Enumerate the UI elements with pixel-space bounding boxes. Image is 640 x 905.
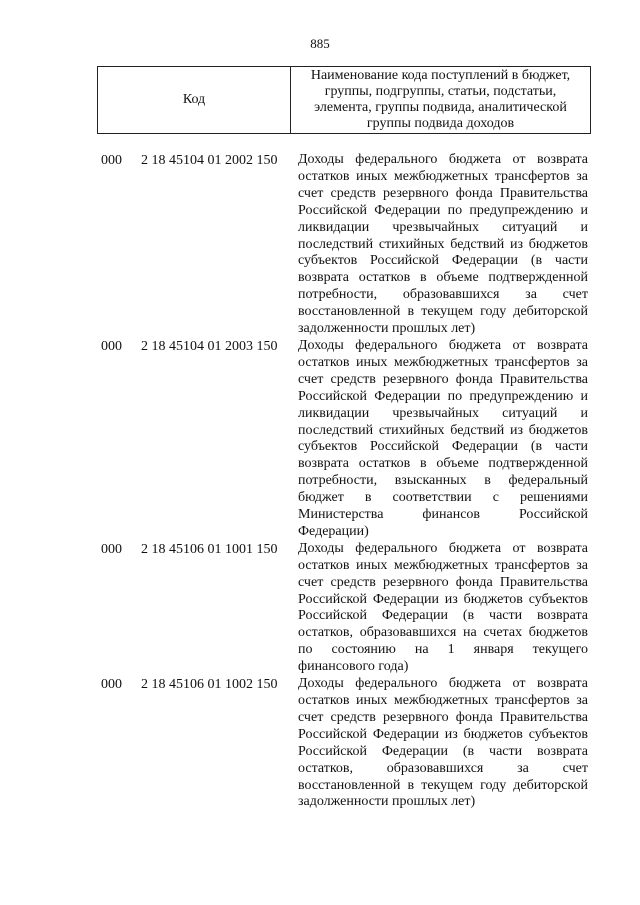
- revenue-description: Доходы федерального бюджета от возврата остатков иных межбюджетных трансфертов за счет средств резервного фонда Правительства Российской Федерации по предупреждению и ликвидации чрезвычайных ситуаций и последствий стихийных бедствий из бюджетов субъектов Российской Федерации (в части возврата остатков в объеме подтвержденной потребности, взысканных в федеральный бюджет в соответствии с решениями Министерства финансов Российской Федерации): [298, 337, 588, 539]
- name-column-header: Наименование кода поступлений в бюджет, группы, подгруппы, статьи, подстатьи, элемента, группы подвида, аналитической группы подвида доходов: [310, 68, 571, 131]
- admin-code: 000: [101, 677, 122, 693]
- revenue-code: 2 18 45106 01 1001 150: [141, 541, 278, 557]
- table-row: [0, 152, 640, 338]
- revenue-code: 2 18 45104 01 2002 150: [141, 153, 278, 168]
- revenue-description: Доходы федерального бюджета от возврата остатков иных межбюджетных трансфертов за счет средств резервного фонда Правительства Российской Федерации из бюджетов субъектов Российской Федерации (в части возврата остатков, образовавшихся за счет восстановленной в текущем году дебиторской задолженности прошлых лет): [298, 676, 588, 810]
- table-body: [0, 152, 640, 811]
- table-header: [97, 66, 591, 134]
- revenue-code: 2 18 45106 01 1002 150: [141, 677, 278, 693]
- admin-code: 000: [101, 153, 122, 168]
- revenue-description: Доходы федерального бюджета от возврата остатков иных межбюджетных трансфертов за счет средств резервного фонда Правительства Российской Федерации из бюджетов субъектов Российской Федерации (в части возврата остатков, образовавшихся на счетах бюджетов по состоянию на 1 января текущего финансового года): [298, 540, 588, 675]
- revenue-description: Доходы федерального бюджета от возврата остатков иных межбюджетных трансфертов за счет средств резервного фонда Правительства Российской Федерации по предупреждению и ликвидации чрезвычайных ситуаций и последствий стихийных бедствий из бюджетов субъектов Российской Федерации (в части возврата остатков в объеме подтвержденной потребности, образовавшихся за счет восстановленной в текущем году дебиторской задолженности прошлых лет): [298, 152, 588, 337]
- table-row: [0, 541, 640, 676]
- admin-code: 000: [101, 541, 122, 557]
- table-row: [0, 676, 640, 811]
- revenue-code: 2 18 45104 01 2003 150: [141, 338, 278, 354]
- admin-code: 000: [101, 338, 122, 354]
- page-number: 885: [310, 36, 330, 51]
- code-column-header: Код: [98, 67, 291, 133]
- table-row: [0, 338, 640, 541]
